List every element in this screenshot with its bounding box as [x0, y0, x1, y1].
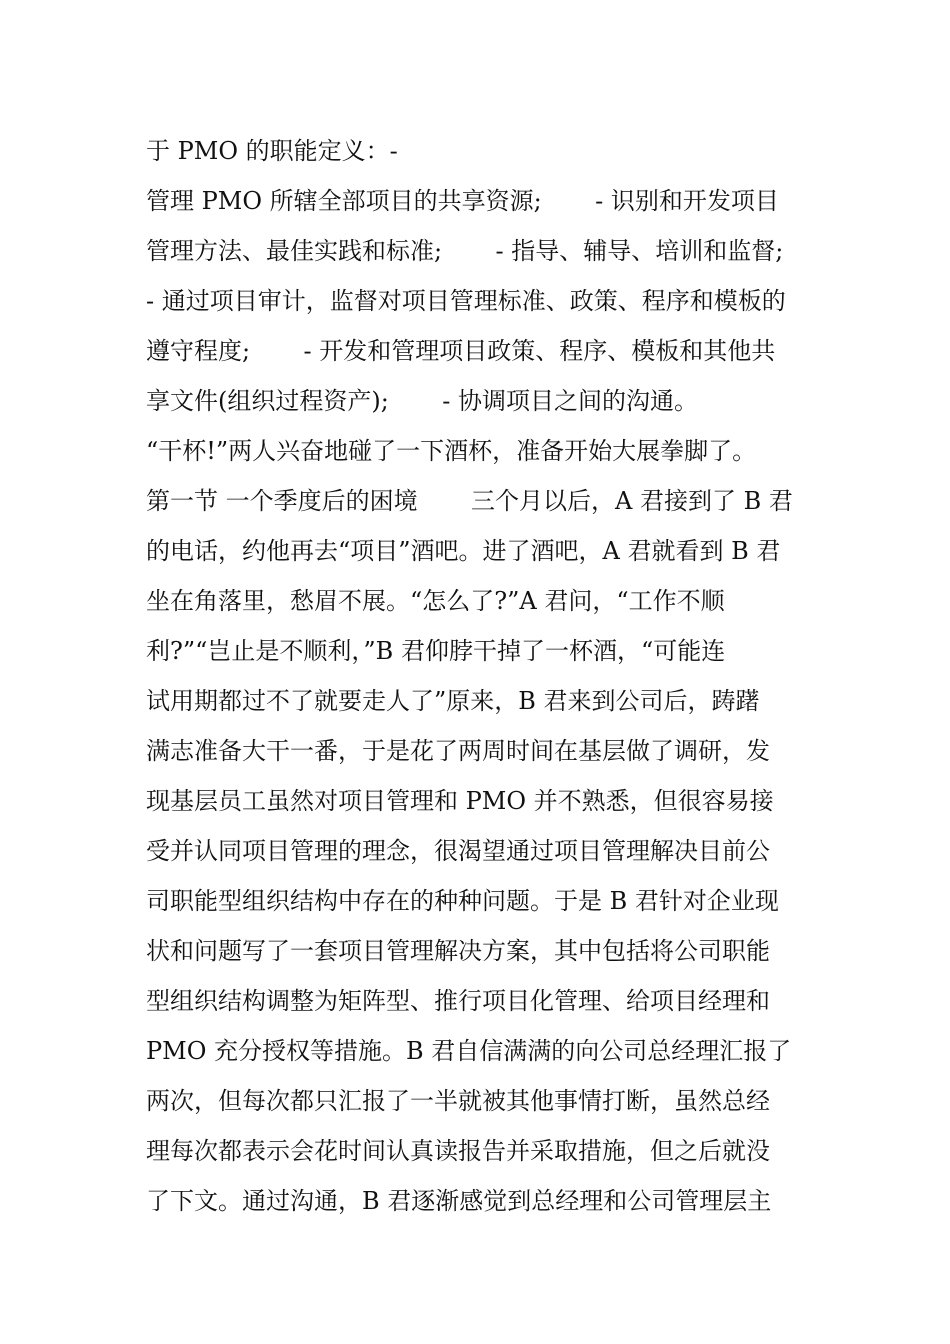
text-line: 管理 PMO 所辖全部项目的共享资源; - 识别和开发项目 — [146, 187, 779, 215]
text-line: 享文件(组织过程资产); - 协调项目之间的沟通。 — [146, 387, 698, 415]
text-line: 理每次都表示会花时间认真读报告并采取措施，但之后就没 — [146, 1137, 770, 1165]
text-line: 管理方法、最佳实践和标准; - 指导、辅导、培训和监督; — [146, 237, 784, 265]
text-line: 遵守程度; - 开发和管理项目政策、程序、模板和其他共 — [146, 337, 776, 365]
text-line: 受并认同项目管理的理念，很渴望通过项目管理解决目前公 — [146, 837, 770, 865]
body-text — [146, 126, 816, 1226]
text-line: “干杯!”两人兴奋地碰了一下酒杯，准备开始大展拳脚了。 — [146, 437, 757, 465]
text-line: 的电话，约他再去“项目”酒吧。进了酒吧，A 君就看到 B 君 — [146, 537, 781, 565]
text-line: 两次，但每次都只汇报了一半就被其他事情打断，虽然总经 — [146, 1087, 770, 1115]
text-line: 状和问题写了一套项目管理解决方案，其中包括将公司职能 — [146, 937, 770, 965]
text-line: PMO 充分授权等措施。B 君自信满满的向公司总经理汇报了 — [146, 1037, 792, 1065]
text-line: 于 PMO 的职能定义：- — [146, 137, 398, 165]
text-line: 第一节 一个季度后的困境 三个月以后，A 君接到了 B 君 — [146, 487, 793, 515]
text-line: 司职能型组织结构中存在的种种问题。于是 B 君针对企业现 — [146, 887, 779, 915]
text-line: - 通过项目审计，监督对项目管理标准、政策、程序和模板的 — [146, 287, 786, 315]
text-line: 现基层员工虽然对项目管理和 PMO 并不熟悉，但很容易接 — [146, 787, 774, 815]
text-line: 了下文。通过沟通，B 君逐渐感觉到总经理和公司管理层主 — [146, 1187, 772, 1215]
text-line: 型组织结构调整为矩阵型、推行项目化管理、给项目经理和 — [146, 987, 770, 1015]
text-line: 满志准备大干一番，于是花了两周时间在基层做了调研，发 — [146, 737, 770, 765]
text-line: 利?”“岂止是不顺利，”B 君仰脖干掉了一杯酒，“可能连 — [146, 637, 726, 665]
text-line: 试用期都过不了就要走人了”原来，B 君来到公司后，踌躇 — [146, 687, 760, 715]
text-line: 坐在角落里，愁眉不展。“怎么了?”A 君问，“工作不顺 — [146, 587, 725, 615]
